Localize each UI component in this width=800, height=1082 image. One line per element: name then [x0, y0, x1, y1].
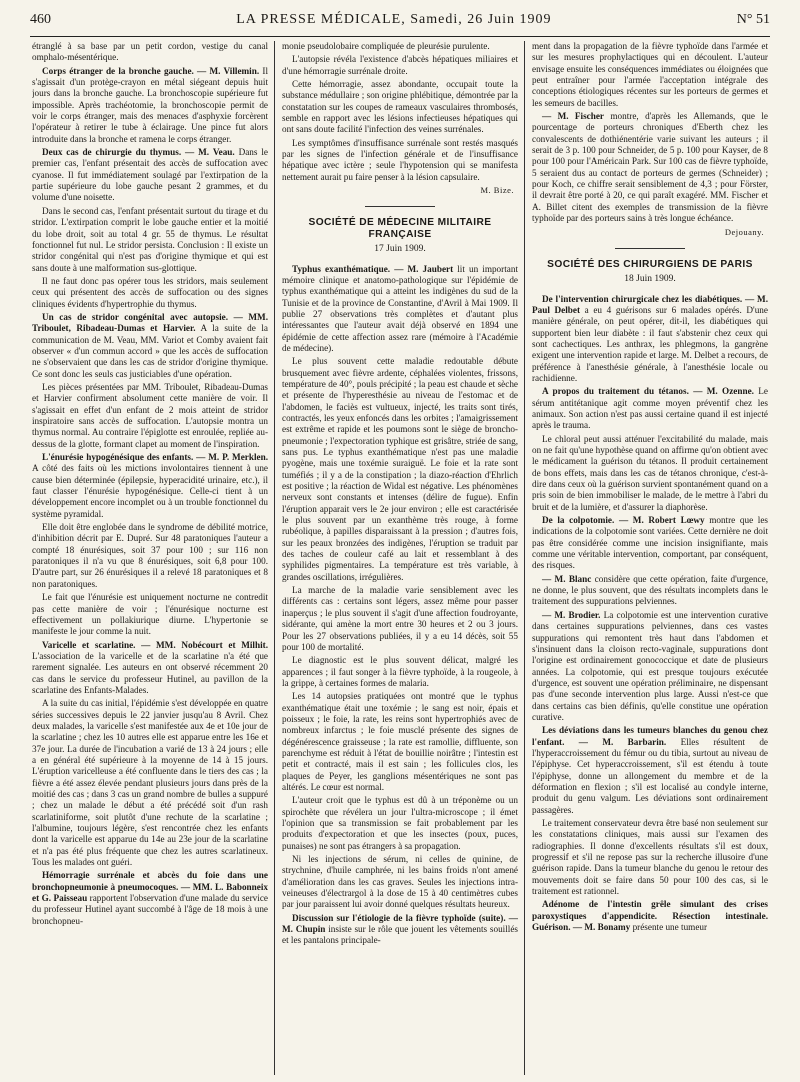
text-paragraph [532, 41, 768, 109]
column-2 [282, 41, 518, 1077]
article-paragraph [32, 312, 268, 380]
author-signature: M. Bize. [480, 185, 514, 196]
page-header [30, 12, 770, 32]
column-3 [532, 41, 768, 1077]
column-separator [274, 41, 275, 1075]
paragraph-text: L'auteur croit que le typhus est dû à un tréponème ou un spirochète que révélera un jour l'ultra-microscope ; il émet l'opinion que sa transmission se fait probablement par les produits d'expectoration et que les insectes (poux, puces, punaises) ne sont pas étrangers à sa propagation. [282, 795, 518, 851]
journal-title: LA PRESSE MÉDICALE, Samedi, 26 Juin 1909 [236, 12, 552, 27]
article-heading: Varicelle et scarlatine. — MM. Nobécourt et Milhit. [42, 639, 268, 650]
text-paragraph [32, 522, 268, 590]
article-paragraph [32, 640, 268, 697]
text-paragraph [32, 276, 268, 310]
text-paragraph [282, 691, 518, 793]
paragraph-text: A la suite de la communication de M. Veau, MM. Variot et Comby avaient fait observer « d'un commun accord » que les accès de suffocation ne s'observaient que dans les cas de stridor d'origine thymique. Ce sont donc les seuls cas justiciables d'une opération. [32, 323, 268, 379]
article-heading: — M. Fischer [542, 111, 605, 122]
paragraph-text: Les pièces présentées par MM. Triboulet, Ribadeau-Dumas et Harvier confirment absolument cette manière de voir. Il s'agissait en effet d'un enfant de 2 mois atteint de stridor inspiratoire sans accès de suffocation. L'autopsie montra un thymus normal. Au contraire l'épiglotte est enroulée, repliée au-dessus de la glotte, formant clapet au moment de l'inspiration. [32, 381, 268, 449]
paragraph-text: ment dans la propagation de la fièvre typhoïde dans l'armée et sur les mesures prophylactiques qui en découlent. L'auteur envisage ensuite les conséquences immédiates ou éloignées que peut entraîner pour l'armée l'acceptation intégrale des conceptions étiologiques récentes sur les porteurs de germes et les semeurs de bacilles. [532, 41, 768, 108]
paragraph-text: montre que les indications de la colpotomie sont variées. Cette dernière ne doit pas être considérée comme une incision insignifiante, mais comme une véritable intervention, comportant, par conséquent, des risques. [532, 515, 768, 571]
article-heading: L'énurésie hypogénésique des enfants. — M. P. Merklen. [42, 452, 268, 463]
article-paragraph [282, 264, 518, 355]
society-heading: SOCIÉTÉ DES CHIRURGIENS DE PARIS [547, 258, 753, 270]
text-paragraph [282, 795, 518, 852]
article-paragraph [32, 147, 268, 204]
article-heading: Adénome de l'intestin grêle simulant des crises paroxystiques d'appendicite. Résection intestinale. Guérison. — M. Bonamy [532, 899, 768, 933]
article-paragraph [532, 294, 768, 385]
paragraph-text: rapportent l'observation d'une malade du service du professeur Hutinel ayant succombé à l'âge de 18 mois à une bronchopneu- [32, 893, 268, 926]
text-paragraph [282, 854, 518, 911]
paragraph-text: Le plus souvent cette maladie redoutable débute brusquement avec fièvre ardente, céphalées violentes, frissons, température de 40°, pouls précipité ; la peau est chaude et sèche et présente de l'hyperesthésie au niveau de l'estomac et de l'abdomen, le faciès est vultueux, injecté, les traits sont tirés, contractés, les yeux enfoncés dans les orbites ; l'amaigrissement est extrême et rapide et les poumons sont le siège de broncho-pneumonie ; l'expectoration typhique est grisâtre, striée de sang, sans pus. Le typhus exanthématique n'est pas une maladie pyogène, mais une toxémie suraiguë. Le foie et la rate sont tuméfiés ; il y a de la constipation ; la diazo-réaction d'Ehrlich est positive ; la réaction de Widal est négative. Les phénomènes nerveux sont constants et intenses (délire de fugue). Enfin l'éruption apparait vers le 2e jour environ ; elle est caractérisée le plus souvent par un exanthème très rouge, à forme rubéolique, à papilles disparaissant à la pression ; d'autres fois, sur les peaux bronzées des indigènes, l'éruption se traduit par des taches de couleur café au lait et ressemblant à des syphilides pigmentaires. La température est très variable, à grandes oscillations, irrégulières. [282, 356, 518, 582]
article-heading: De l'intervention chirurgicale chez les diabétiques. — M. Paul Delbet [532, 293, 768, 315]
article-paragraph [32, 66, 268, 145]
article-heading: Corps étranger de la bronche gauche. — M. Villemin. [42, 65, 260, 76]
paragraph-text: A côté des faits où les mictions involontaires tiennent à une cause bien déterminée (épilepsie, hyperacidité urinaire, etc.), il faut classer l'énurésie hypogénésique. Celle-ci tient à un développement encore incomplet ou à un trouble fonctionnel du système pyramidal. [32, 463, 268, 519]
paragraph-text: a eu 4 guérisons sur 6 malades opérés. D'une manière générale, on peut opérer, dit-il, les diabétiques qui supportent bien leur diabète : il faut s'abstenir chez ceux qui sont cachectiques. Les anthrax, les phlegmons, la gangrène exigent une intervention rapide et large. M. Delbet a recours, de préférence à l'anesthésie générale, à l'anesthésie locale ou rachidienne. [532, 304, 768, 383]
article-heading: Deux cas de chirurgie du thymus. — M. Veau. [42, 147, 235, 158]
paragraph-text: Cette hémorragie, assez abondante, occupait toute la substance médullaire ; son origine phlébitique, démontrée par la constatation sur les coupes de rameaux vasculaires thrombosés, semble en rapport avec les lésions infectieuses hépatiques qui ont sans doute facilité l'infection des veines surrénales. [282, 79, 518, 135]
paragraph-text: Elle doit être englobée dans le syndrome de débilité motrice, d'inhibition décrit par E. Dupré. Sur 48 paratoniques l'auteur a compté 18 énurésiques, soit 37 pour 100 ; sur 116 non paratoniques il n'a vu que 8 énurésiques, soit 6,8 pour 100. D'autre part, sur 26 énurésiques il a relevé 18 paratoniques et 8 non paratoniques. [32, 522, 268, 589]
paragraph-text: Elles résultent de l'hyperaccroissement du fémur ou du tibia, surtout au niveau de l'épiphyse. Cet hyperaccroissement, s'il est étendu à toute l'épiphyse, donne un allongement du membre et de la déformation en flexion ; s'il est localisé au condyle interne, produit du genu valgum. Les déviations sont ordinairement passagères. [532, 736, 768, 815]
page-number: 460 [30, 12, 51, 27]
text-paragraph [282, 79, 518, 136]
paragraph-text: Le fait que l'énurésie est uniquement nocturne ne contredit pas cette manière de voir ; l'énurésique nocturne est effectivement un pollakiurique diurne. L'hypertonie se manifeste le jour comme la nuit. [32, 592, 268, 637]
text-paragraph [32, 698, 268, 868]
article-heading: — M. Blanc [542, 573, 592, 584]
paragraph-text: considère que cette opération, faite d'urgence, ne donne, le plus souvent, que des résultats incomplets dans le traitement des suppurations pelviennes. [532, 573, 768, 607]
article-heading: De la colpotomie. — M. Robert Lœwy [542, 515, 705, 526]
article-heading: Typhus exanthématique. — M. Jaubert [292, 263, 454, 274]
paragraph-text: Dans le second cas, l'enfant présentait surtout du tirage et du stridor. L'extirpation comprit le lobe gauche entier et la moitié du lobe droit, soit au total 4 gr. 55 de thymus. Le résultat fonctionnel fut nul. Le stridor persista. Conclusion : Il existe un stridor congénital qui n'est pas d'origine thymique et qui est sans doute à une malformation sus-glottique. [32, 205, 268, 273]
paragraph-text: La marche de la maladie varie sensiblement avec les différents cas : certains sont légers, assez même pour passer inaperçus ; le plus souvent il s'agit d'une affection foudroyante, sidérante, qui amène la mort entre 30 heures et 2 ou 3 jours. Pour les 27 observations publiées, il y a eu 14 décès, soit 55 pour 100 de mortalité. [282, 585, 518, 652]
text-paragraph [532, 434, 768, 513]
header-rule [30, 36, 770, 37]
article-paragraph [532, 111, 768, 224]
paragraph-text: insiste sur le rôle que jouent les vêtements souillés et les pantalons principale- [282, 924, 518, 946]
section-divider [615, 248, 685, 249]
text-paragraph [282, 655, 518, 689]
paragraph-text: Dans le premier cas, l'enfant présentait des accès de suffocation avec cyanose. Il fut immédiatement soulagé par l'extirpation de la partie supérieure du lobe gauche pesant 2 grammes, et du volume d'une noisette. [32, 147, 268, 203]
paragraph-text: L'association de la varicelle et de la scarlatine n'a été que rarement signalée. Les auteurs en ont observé récemment 20 cas dans le service du professeur Hutinel, au pavillon de la scarlatine des Enfants-Malades. [32, 650, 268, 695]
paragraph-text: Les symptômes d'insuffisance surrénale sont restés masqués par les signes de l'infection générale et de l'insuffisance hépatique avec ictère ; seule l'hypotension qui se manifesta nettement aurait pu faire penser à la lésion capsulaire. [282, 137, 518, 182]
article-paragraph [532, 386, 768, 431]
article-paragraph [32, 870, 268, 927]
paragraph-text: Le diagnostic est le plus souvent délicat, malgré les apparences ; il faut songer à la fièvre typhoïde, à la rougeole, à la grippe, à certaines formes de malaria. [282, 655, 518, 688]
article-heading: Hémorragie surrénale et abcès du foie dans une bronchopneumonie à pneumocoques. — MM. L. Babonneix et G. Paisseau [32, 870, 268, 904]
session-date: 17 Juin 1909. [374, 244, 426, 255]
paragraph-text: monie pseudolobaire compliquée de pleurésie purulente. [282, 41, 490, 51]
column-separator [524, 41, 525, 1075]
article-paragraph [532, 725, 768, 816]
text-paragraph [282, 585, 518, 653]
article-heading: Les déviations dans les tumeurs blanches du genou chez l'enfant. — M. Barbarin. [532, 725, 768, 747]
paragraph-text: montre, d'après les Allemands, que le pourcentage de porteurs chroniques d'Eberth chez les convalescents de dothiénentérie varie suivant les auteurs ; il serait de 3 p. 100 pour Schneider, de 5 p. 100 pour Kayser, de 8 pour 100 pour l'Américain Park. Sur 100 cas de fièvre typhoïde, 5 seraient dus au contact de porteurs de germes (Schneider) ; pour Koch, ce chiffre serait sensiblement de 4,3 ; pour Förster, il devrait être porté à 20, ce qui paraît exagéré. MM. Fischer et A. Billet citent des exemples de transmission de la fièvre typhoïde par des porteurs sains à très longue échéance. [532, 111, 768, 224]
article-heading: Un cas de stridor congénital avec autopsie. — MM. Triboulet, Ribadeau-Dumas et Harvier. [32, 311, 268, 334]
article-paragraph [532, 899, 768, 933]
text-paragraph [532, 818, 768, 897]
article-paragraph [282, 913, 518, 947]
article-paragraph [532, 515, 768, 572]
paragraph-text: La colpotomie est une intervention curative dans certaines suppurations pelviennes, dans ces vastes suppurations qui remontent très haut dans l'abdomen et s'insinuent dans la cloison recto-vaginale, suppurations dont l'origine est ordinairement gonococcique et date de plusieurs années. La colpotomie, qui est presque toujours exécutée d'urgence, est souvent une opération préliminaire, ne dispensant pas d'une seconde intervention plus large. Aussi n'est-ce que dans certains cas bien définis, qu'elle constitue une opération curative. [532, 609, 768, 722]
paragraph-text: Le traitement conservateur devra être basé non seulement sur les constatations cliniques, mais aussi sur l'examen des radiographies. Il donne d'excellents résultats s'il est doux, progressif et s'il ne repose pas sur la recherche illusoire d'une guérison rapide. Dans la tumeur blanche du genou le retour des mouvements doit se faire dans 50 pour 100 des cas, si le traitement est rationnel. [532, 818, 768, 897]
issue-number: N° 51 [736, 12, 770, 27]
text-paragraph [32, 41, 268, 64]
text-paragraph [32, 382, 268, 450]
paragraph-text: Il s'agissait d'un protège-crayon en métal siégeant depuis huit jours dans la bronche gauche. La bronchoscopie supérieure fut impossible. Après trachéotomie, la bronchoscopie permit de voir le corps étranger, mais des menaces d'asphyxie forcèrent l'opérateur à retirer le tube à éclairage. Une pince fut alors introduite dans la bronche et ramena le corps étranger. [32, 65, 268, 144]
paragraph-text: étranglé à sa base par un petit cordon, vestige du canal omphalo-mésentérique. [32, 41, 268, 63]
article-heading: — M. Brodier. [542, 609, 601, 620]
article-paragraph [532, 610, 768, 723]
article-paragraph [532, 574, 768, 608]
paragraph-text: présente une tumeur [630, 922, 708, 933]
section-divider [365, 206, 435, 207]
author-signature: Dejouany. [724, 226, 764, 237]
paragraph-text: L'autopsie révéla l'existence d'abcès hépatiques miliaires et d'une hémorragie surrénale droite. [282, 54, 518, 76]
article-paragraph [32, 452, 268, 520]
text-paragraph [282, 138, 518, 183]
paragraph-text: Ni les injections de sérum, ni celles de quinine, de strychnine, d'huile camphrée, ni les bains froids n'ont amené d'amélioration dans les cas graves. Seules les injections intra-veineuses d'électrargol à la dose de 15 à 40 centimètres cubes par jour paraissent lui avoir donné quelques résultats heureux. [282, 854, 518, 910]
article-heading: Discussion sur l'étiologie de la fièvre typhoïde (suite). — M. Chupin [282, 912, 518, 935]
text-paragraph [282, 356, 518, 583]
text-paragraph [32, 592, 268, 637]
session-date: 18 Juin 1909. [624, 274, 676, 285]
column-1 [32, 41, 268, 1077]
paragraph-text: lit un important mémoire clinique et anatomo-pathologique sur l'épidémie de typhus exanthématique qui a atteint les indigènes du sud de la Tunisie et de la province de Constantine, d'Avril à Mai 1909. Il publie 27 observations très complètes et d'autant plus intéressantes que l'auteur avait déjà observé en 1894 une épidémie de cette affection assez rare (mémoire à l'Académie de médecine). [282, 263, 518, 353]
paragraph-text: Il ne faut donc pas opérer tous les stridors, mais seulement ceux qui présentent des accès de suffocation ou des signes cliniques évidents d'hypertrophie du thymus. [32, 275, 268, 309]
text-paragraph [282, 54, 518, 77]
text-paragraph [282, 41, 518, 52]
society-heading: SOCIÉTÉ DE MÉDECINE MILITAIRE FRANÇAISE [308, 217, 492, 240]
paragraph-text: Les 14 autopsies pratiquées ont montré que le typhus exanthématique était une toxémie ; le sang est noir, épais et poisseux ; le foie, la rate, les reins sont hypertrophiés avec de nombreux infarctus ; le foie musclé présente des signes de dégénérescence graisseuse ; la rate est ramollie, diffluente, son parenchyme est réduit à l'état de bouillie noirâtre ; l'intestin est petit et contracté, mais il est sain ; les follicules clos, les plaques de Peyer, les ganglions mésentériques ne sont pas altérés. Le cœur est normal. [282, 691, 518, 792]
article-heading: A propos du traitement du tétanos. — M. Ozenne. [542, 386, 754, 397]
text-paragraph [32, 206, 268, 274]
paragraph-text: Le sérum antitétanique agit comme moyen préventif chez les animaux. Son action n'est pas aussi certaine quand il est injecté après le trauma. [532, 386, 768, 431]
paragraph-text: Le chloral peut aussi atténuer l'excitabilité du malade, mais on ne fait qu'une hypothèse quand on affirme qu'on obtient avec le médicament la guérison du tétanos. Il produit certainement de bons effets, mais dans les cas de tétanos chronique, c'est-à-dire dans ceux où la guérison survient spontanément quand on a pris soin de bien immobiliser le malade, de le mettre à l'abri du bruit et de la lumière, et d'assurer la diaphorèse. [532, 433, 768, 512]
paragraph-text: A la suite du cas initial, l'épidémie s'est développée en quatre séries successives depuis le 22 janvier jusqu'au 8 Avril. Chez deux malades, la varicelle s'est manifestée aux 4e et 10e jour de la scarlatine ; chez les 10 autres elle est apparue entre les 16e et 37e jour. La durée de l'incubation a varié de 13 à 24 jours ; elle a en général été supérieure à la moyenne de 14 à 15 jours. L'éruption varicelleuse a été confluente dans le tiers des cas ; la fièvre a été assez élevée pendant plusieurs jours dans près de la moitié des cas ; dans 3 cas un grand nombre de bulles a suppuré ; chez un malade le début a été précédé soit d'un rash scarlatiniforme, soit plutôt d'une rechute de la scarlatine ; l'albumine, toujours légère, s'est rencontrée chez les enfants dont la varicelle est apparue du 14e au 23e jour de la scarlatine et n'a pas été plus fréquente que chez les autres scarlatineux. Tous les malades ont guéri. [32, 698, 268, 868]
